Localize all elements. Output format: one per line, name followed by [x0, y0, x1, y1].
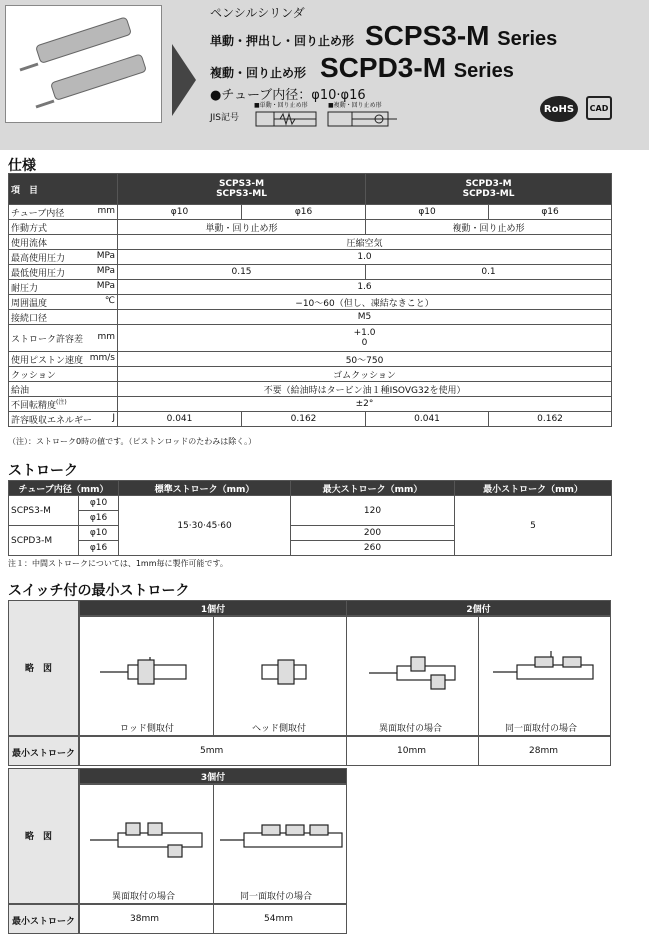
table-row: 使用流体 圧縮空気: [9, 235, 612, 250]
three-switch-header: 3個付: [79, 768, 347, 784]
table-row: 最高使用圧力 MPa 1.0: [9, 250, 612, 265]
diagram-head-side: ヘッド側取付: [213, 616, 347, 736]
table-row: 給油 不要（給油時はタービン油１種ISOVG32を使用）: [9, 382, 612, 397]
table-row: 最低使用圧力 MPa 0.15 0.1: [9, 265, 612, 280]
min-stroke-2a-cell: 10mm: [346, 736, 479, 766]
spec-head-scps: SCPS3-M SCPS3-ML: [118, 174, 366, 205]
jis-symbol-icon: [252, 108, 412, 132]
table-row: 接続口径 M5: [9, 310, 612, 325]
cylinder-head-switch-icon: [254, 657, 314, 687]
spec-title: 仕様: [8, 158, 36, 174]
table-row: チューブ内径 mm φ10 φ16 φ10 φ16: [9, 205, 612, 220]
cylinder-three-switch-opposite-icon: [88, 819, 208, 859]
table-row: 許容吸収エネルギー J 0.041 0.162 0.041 0.162: [9, 412, 612, 427]
cylinder-two-switch-same-icon: [491, 651, 601, 687]
table-row: SCPS3-M φ10 15·30·45·60 120 5: [9, 496, 612, 511]
diagram-opposite-face: 異面取付の場合: [346, 616, 479, 736]
table-row: 耐圧力 MPa 1.6: [9, 280, 612, 295]
min-stroke-1-cell: 5mm: [79, 736, 347, 766]
spec-head-scpd: SCPD3-M SCPD3-ML: [366, 174, 612, 205]
spec-table: [8, 173, 612, 427]
model-scps3: SCPS3-M Series: [365, 20, 558, 51]
table-row: SCPD3-M φ10 200: [9, 526, 612, 541]
jis-symbol-label: JIS記号: [210, 113, 240, 123]
min-stroke-label-cell: 最小ストローク: [8, 736, 79, 766]
diagram-3-opposite: 異面取付の場合: [79, 784, 214, 904]
cad-icon: CAD: [586, 96, 612, 120]
table-row: 不回転精度$^{(注)}$ ±2°: [9, 397, 612, 412]
stroke-note: 注１：中間ストロークについては、1mm毎に製作可能です。: [8, 559, 228, 568]
spec-note: （注）：ストローク0時の値です。（ピストンロッドのたわみは除く。）: [8, 437, 257, 446]
jis-symbol-single-label: ■単動・回り止め形: [254, 102, 308, 109]
type-single-label: 単動・押出し・回り止め形: [210, 34, 355, 48]
rohs-badge: RoHS: [540, 96, 578, 122]
product-photo: [5, 5, 162, 123]
min-stroke-3a-cell: 38mm: [79, 904, 214, 934]
category-title: ペンシルシリンダ: [210, 6, 305, 20]
diagram-same-face: 同一面取付の場合: [478, 616, 611, 736]
model-scpd3: SCPD3-M Series: [320, 52, 514, 83]
table-row: 使用ピストン速度 mm/s 50～750: [9, 352, 612, 367]
diagram-rod-side: ロッド側取付: [79, 616, 214, 736]
spec-head-item: 項 目: [9, 174, 118, 205]
switch-title: スイッチ付の最小ストローク: [8, 583, 190, 599]
chevron-arrow-icon: [172, 44, 196, 116]
jis-symbol-double-label: ■複動・回り止め形: [328, 102, 382, 109]
spec-head-row: [9, 174, 612, 205]
cylinder-two-switch-opposite-icon: [367, 655, 467, 691]
table-row: φ16: [9, 511, 612, 526]
diagram-3-same: 同一面取付の場合: [213, 784, 347, 904]
min-stroke-label-cell-2: 最小ストローク: [8, 904, 79, 934]
type-double-label: 複動・回り止め形: [210, 66, 307, 80]
stroke-title: ストローク: [8, 463, 78, 479]
one-switch-header: 1個付: [79, 600, 347, 616]
table-row: φ16 260: [9, 541, 612, 556]
min-stroke-3b-cell: 54mm: [213, 904, 347, 934]
stroke-head-row: チューブ内径（mm） 標準ストローク（mm） 最大ストローク（mm） 最小ストローク（mm）: [9, 481, 612, 496]
table-row: ストローク許容差 mm +1.0 0: [9, 325, 612, 352]
two-switch-header: 2個付: [346, 600, 611, 616]
cylinder-three-switch-same-icon: [218, 819, 346, 859]
tube-bore-label: ●チューブ内径：φ10·φ16: [210, 88, 366, 103]
table-row: 作動方式 単動・回り止め形 複動・回り止め形: [9, 220, 612, 235]
min-stroke-2b-cell: 28mm: [478, 736, 611, 766]
sketch-label-cell-2: 略 図: [8, 768, 79, 904]
sketch-label-cell: 略 図: [8, 600, 79, 736]
table-row: 周囲温度 ℃ −10～60（但し、凍結なきこと）: [9, 295, 612, 310]
cylinder-rod-switch-icon: [98, 657, 198, 687]
stroke-table: [8, 480, 612, 556]
table-row: クッション ゴムクッション: [9, 367, 612, 382]
